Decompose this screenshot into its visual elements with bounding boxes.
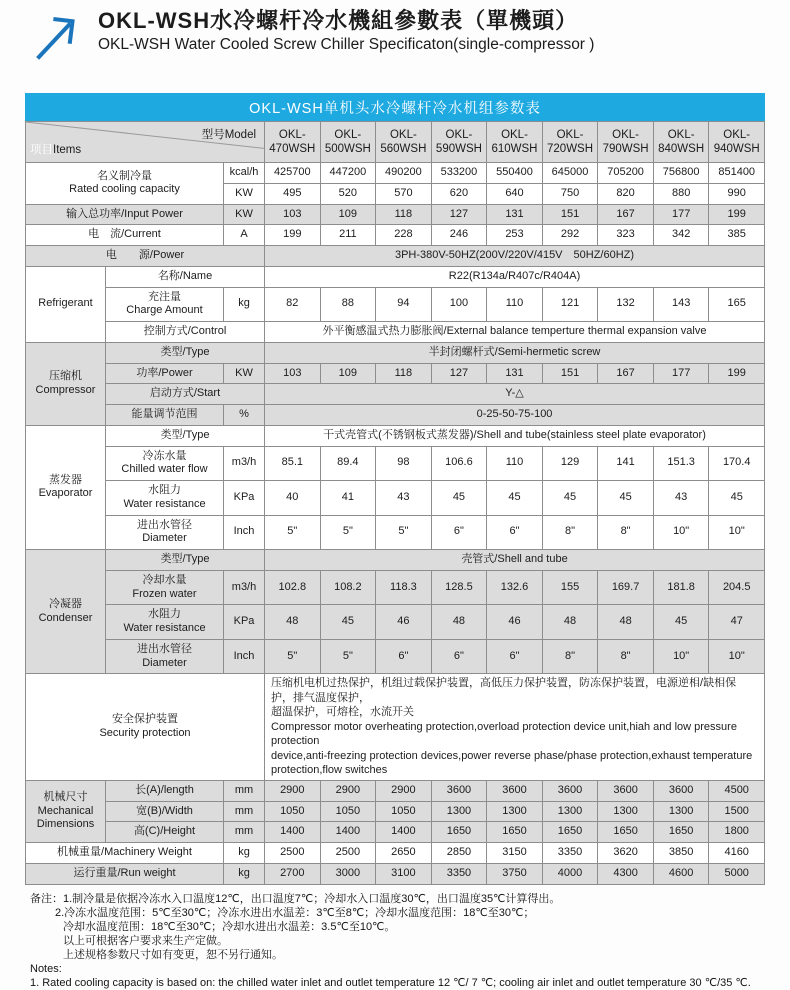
value-cell: 167 (598, 204, 654, 225)
row-label: 机械重量/Machinery Weight (26, 843, 224, 864)
value-cell: 5" (376, 515, 432, 550)
value-cell: 6" (431, 515, 487, 550)
value-cell: 106.6 (431, 446, 487, 481)
table-row (26, 801, 765, 822)
merged-value-cell: Y-△ (265, 384, 765, 405)
model-column-header: OKL- 940WSH (709, 122, 765, 163)
row-label: 类型/Type (106, 425, 265, 446)
value-cell: 43 (376, 481, 432, 516)
page-header (32, 8, 790, 62)
value-cell: 3600 (598, 780, 654, 801)
table-row (26, 446, 765, 481)
value-cell: 45 (653, 605, 709, 640)
value-cell: 165 (709, 287, 765, 322)
value-cell: 45 (487, 481, 543, 516)
value-cell: 990 (709, 183, 765, 204)
section-cell: 冷凝器 Condenser (26, 550, 106, 674)
unit-cell: KW (224, 204, 265, 225)
value-cell: 141 (598, 446, 654, 481)
row-label: 宽(B)/Width (106, 801, 224, 822)
value-cell: 48 (265, 605, 321, 640)
value-cell: 109 (320, 363, 376, 384)
value-cell: 246 (431, 225, 487, 246)
value-cell: 1650 (653, 822, 709, 843)
value-cell: 177 (653, 204, 709, 225)
row-label: 进出水管径 Diameter (106, 515, 224, 550)
value-cell: 1650 (542, 822, 598, 843)
value-cell: 3350 (542, 843, 598, 864)
value-cell: 1650 (598, 822, 654, 843)
table-row (26, 163, 765, 184)
value-cell: 342 (653, 225, 709, 246)
row-label: 水阻力 Water resistance (106, 481, 224, 516)
merged-value-cell: 0-25-50-75-100 (265, 405, 765, 426)
section-cell: 蒸发器 Evaporator (26, 425, 106, 549)
value-cell: 151 (542, 204, 598, 225)
unit-cell: Inch (224, 639, 265, 674)
value-cell: 8" (542, 639, 598, 674)
row-label: 电 流/Current (26, 225, 224, 246)
section-cell: 压缩机 Compressor (26, 342, 106, 425)
value-cell: 533200 (431, 163, 487, 184)
unit-cell: KW (224, 183, 265, 204)
table-row (26, 287, 765, 322)
spec-table (25, 121, 765, 885)
table-row (26, 246, 765, 267)
value-cell: 3850 (653, 843, 709, 864)
value-cell: 10" (709, 515, 765, 550)
note-line: 上述规格参数尺寸如有变更，恕不另行通知。 (63, 948, 283, 961)
value-cell: 3100 (376, 863, 432, 884)
value-cell: 645000 (542, 163, 598, 184)
row-label: 运行重量/Run weight (26, 863, 224, 884)
value-cell: 490200 (376, 163, 432, 184)
value-cell: 2850 (431, 843, 487, 864)
model-column-header: OKL- 470WSH (265, 122, 321, 163)
value-cell: 1300 (542, 801, 598, 822)
row-label: 控制方式/Control (106, 322, 265, 343)
value-cell: 169.7 (598, 570, 654, 605)
unit-cell: % (224, 405, 265, 426)
value-cell: 127 (431, 363, 487, 384)
value-cell: 3350 (431, 863, 487, 884)
value-cell: 46 (376, 605, 432, 640)
table-row (26, 266, 765, 287)
merged-value-cell: 压缩机电机过热保护，机组过载保护装置，高低压力保护装置，防冻保护装置，电源逆相/缺相保护，排气温度保护， 超温保护，可熔栓，水流开关 Compressor motor overheating protection,overload protection device unit,hiah and low pressure protection device,anti-freezing protection devices,power reverse phase/phase protection,exhaust temperature protection,flow switches (265, 674, 765, 781)
value-cell: 110 (487, 287, 543, 322)
table-row (26, 384, 765, 405)
value-cell: 4300 (598, 863, 654, 884)
value-cell: 45 (598, 481, 654, 516)
value-cell: 110 (487, 446, 543, 481)
value-cell: 48 (542, 605, 598, 640)
row-label: 长(A)/length (106, 780, 224, 801)
value-cell: 2700 (265, 863, 321, 884)
unit-cell: Inch (224, 515, 265, 550)
value-cell: 5" (265, 515, 321, 550)
value-cell: 10" (709, 639, 765, 674)
value-cell: 85.1 (265, 446, 321, 481)
value-cell: 705200 (598, 163, 654, 184)
unit-cell: KPa (224, 605, 265, 640)
value-cell: 89.4 (320, 446, 376, 481)
value-cell: 199 (709, 363, 765, 384)
row-label: 功率/Power (106, 363, 224, 384)
value-cell: 46 (487, 605, 543, 640)
note-line: 备注：1.制冷量是依据冷冻水入口温度12℃，出口温度7℃；冷却水入口温度30℃，出口温度35℃计算得出。 (30, 892, 561, 905)
row-label: 充注量 Charge Amount (106, 287, 224, 322)
model-column-header: OKL- 590WSH (431, 122, 487, 163)
row-label: 能量调节范围 (106, 405, 224, 426)
value-cell: 1300 (431, 801, 487, 822)
value-cell: 10" (653, 515, 709, 550)
value-cell: 1650 (431, 822, 487, 843)
value-cell: 41 (320, 481, 376, 516)
value-cell: 47 (709, 605, 765, 640)
value-cell: 5" (320, 515, 376, 550)
page-subtitle: OKL-WSH Water Cooled Screw Chiller Specificaton(single-compressor ) (98, 36, 595, 54)
value-cell: 8" (542, 515, 598, 550)
value-cell: 127 (431, 204, 487, 225)
section-cell: Refrigerant (26, 266, 106, 342)
merged-value-cell: 外平衡感温式热力膨胀阀/External balance temperture thermal expansion valve (265, 322, 765, 343)
value-cell: 851400 (709, 163, 765, 184)
table-row (26, 204, 765, 225)
unit-cell: kg (224, 863, 265, 884)
value-cell: 45 (320, 605, 376, 640)
row-label: 名称/Name (106, 266, 265, 287)
row-label: 水阻力 Water resistance (106, 605, 224, 640)
value-cell: 8" (598, 639, 654, 674)
value-cell: 100 (431, 287, 487, 322)
row-label: 输入总功率/Input Power (26, 204, 224, 225)
value-cell: 3150 (487, 843, 543, 864)
value-cell: 4000 (542, 863, 598, 884)
table-row (26, 515, 765, 550)
value-cell: 6" (487, 515, 543, 550)
value-cell: 253 (487, 225, 543, 246)
value-cell: 5" (320, 639, 376, 674)
value-cell: 155 (542, 570, 598, 605)
value-cell: 48 (598, 605, 654, 640)
value-cell: 2650 (376, 843, 432, 864)
table-row (26, 570, 765, 605)
unit-cell: KPa (224, 481, 265, 516)
value-cell: 199 (265, 225, 321, 246)
items-header-label: 项目Items (30, 143, 82, 156)
row-label: 名义制冷量 Rated cooling capacity (26, 163, 224, 205)
unit-cell: kg (224, 287, 265, 322)
value-cell: 5000 (709, 863, 765, 884)
row-label: 高(C)/Height (106, 822, 224, 843)
value-cell: 756800 (653, 163, 709, 184)
value-cell: 3600 (653, 780, 709, 801)
value-cell: 550400 (487, 163, 543, 184)
value-cell: 5" (265, 639, 321, 674)
value-cell: 228 (376, 225, 432, 246)
value-cell: 1800 (709, 822, 765, 843)
value-cell: 132 (598, 287, 654, 322)
table-row (26, 322, 765, 343)
row-label: 安全保护装置 Security protection (26, 674, 265, 781)
value-cell: 2900 (376, 780, 432, 801)
value-cell: 3000 (320, 863, 376, 884)
note-line: 2.冷冻水温度范围：5℃至30℃；冷冻水进出水温差：3℃至8℃；冷却水温度范围：18℃至30℃； (55, 906, 535, 919)
value-cell: 45 (542, 481, 598, 516)
table-banner: OKL-WSH单机头水冷螺杆冷水机组参数表 (25, 93, 765, 121)
value-cell: 129 (542, 446, 598, 481)
table-row (26, 674, 765, 781)
value-cell: 45 (431, 481, 487, 516)
value-cell: 4500 (709, 780, 765, 801)
unit-cell: kcal/h (224, 163, 265, 184)
merged-value-cell: 3PH-380V-50HZ(200V/220V/415V 50HZ/60HZ) (265, 246, 765, 267)
value-cell: 151.3 (653, 446, 709, 481)
value-cell: 6" (376, 639, 432, 674)
value-cell: 2500 (265, 843, 321, 864)
table-row (26, 225, 765, 246)
title-block (98, 8, 594, 55)
value-cell: 108.2 (320, 570, 376, 605)
value-cell: 94 (376, 287, 432, 322)
value-cell: 131 (487, 363, 543, 384)
value-cell: 151 (542, 363, 598, 384)
value-cell: 143 (653, 287, 709, 322)
value-cell: 98 (376, 446, 432, 481)
value-cell: 211 (320, 225, 376, 246)
table-row (26, 605, 765, 640)
model-column-header: OKL- 720WSH (542, 122, 598, 163)
value-cell: 640 (487, 183, 543, 204)
value-cell: 3600 (431, 780, 487, 801)
model-column-header: OKL- 560WSH (376, 122, 432, 163)
row-label: 电 源/Power (26, 246, 265, 267)
value-cell: 109 (320, 204, 376, 225)
unit-cell: KW (224, 363, 265, 384)
value-cell: 103 (265, 363, 321, 384)
value-cell: 3750 (487, 863, 543, 884)
value-cell: 170.4 (709, 446, 765, 481)
merged-value-cell: 壳管式/Shell and tube (265, 550, 765, 571)
value-cell: 385 (709, 225, 765, 246)
merged-value-cell: R22(R134a/R407c/R404A) (265, 266, 765, 287)
value-cell: 121 (542, 287, 598, 322)
section-cell: 机械尺寸 Mechanical Dimensions (26, 780, 106, 842)
value-cell: 3600 (487, 780, 543, 801)
unit-cell: kg (224, 843, 265, 864)
merged-value-cell: 干式壳管式(不锈钢板式蒸发器)/Shell and tube(stainless steel plate evaporator) (265, 425, 765, 446)
note-line: 冷却水温度范围：18℃至30℃；冷却水进出水温差：3.5℃至10℃。 (63, 920, 396, 933)
value-cell: 181.8 (653, 570, 709, 605)
table-row (26, 822, 765, 843)
row-label: 启动方式/Start (106, 384, 265, 405)
value-cell: 3620 (598, 843, 654, 864)
model-column-header: OKL- 790WSH (598, 122, 654, 163)
value-cell: 323 (598, 225, 654, 246)
value-cell: 1050 (320, 801, 376, 822)
table-row (26, 780, 765, 801)
value-cell: 6" (431, 639, 487, 674)
row-label: 冷冻水量 Chilled water flow (106, 446, 224, 481)
value-cell: 750 (542, 183, 598, 204)
up-right-arrow-icon (32, 12, 86, 62)
table-row (26, 481, 765, 516)
note-line: 1. Rated cooling capacity is based on: the chilled water inlet and outlet temperature 12 ℃/ 7 ℃; cooling air inlet and outlet temperature 30 ℃/35 ℃. (30, 976, 751, 989)
table-row (26, 342, 765, 363)
value-cell: 131 (487, 204, 543, 225)
value-cell: 128.5 (431, 570, 487, 605)
unit-cell: mm (224, 822, 265, 843)
value-cell: 10" (653, 639, 709, 674)
value-cell: 495 (265, 183, 321, 204)
value-cell: 2900 (320, 780, 376, 801)
value-cell: 1050 (376, 801, 432, 822)
model-column-header: OKL- 610WSH (487, 122, 543, 163)
value-cell: 6" (487, 639, 543, 674)
row-label: 类型/Type (106, 550, 265, 571)
value-cell: 48 (431, 605, 487, 640)
model-header-label: 型号Model (201, 129, 257, 141)
table-header-row (26, 122, 765, 163)
table-row (26, 639, 765, 674)
value-cell: 204.5 (709, 570, 765, 605)
note-line: 以上可根据客户要求来生产定做。 (63, 934, 228, 947)
value-cell: 1500 (709, 801, 765, 822)
value-cell: 82 (265, 287, 321, 322)
merged-value-cell: 半封闭螺杆式/Semi-hermetic screw (265, 342, 765, 363)
value-cell: 199 (709, 204, 765, 225)
row-label: 进出水管径 Diameter (106, 639, 224, 674)
value-cell: 2500 (320, 843, 376, 864)
row-label: 类型/Type (106, 342, 265, 363)
value-cell: 102.8 (265, 570, 321, 605)
value-cell: 167 (598, 363, 654, 384)
value-cell: 4600 (653, 863, 709, 884)
unit-cell: m3/h (224, 570, 265, 605)
table-row (26, 550, 765, 571)
value-cell: 1300 (598, 801, 654, 822)
page-title: OKL-WSH水冷螺杆冷水機組參數表（單機頭） (98, 8, 579, 33)
value-cell: 1400 (376, 822, 432, 843)
value-cell: 1650 (487, 822, 543, 843)
value-cell: 447200 (320, 163, 376, 184)
unit-cell: A (224, 225, 265, 246)
corner-cell (26, 122, 265, 163)
value-cell: 292 (542, 225, 598, 246)
value-cell: 520 (320, 183, 376, 204)
value-cell: 88 (320, 287, 376, 322)
value-cell: 2900 (265, 780, 321, 801)
value-cell: 177 (653, 363, 709, 384)
value-cell: 820 (598, 183, 654, 204)
value-cell: 880 (653, 183, 709, 204)
value-cell: 118.3 (376, 570, 432, 605)
table-row (26, 425, 765, 446)
value-cell: 43 (653, 481, 709, 516)
value-cell: 103 (265, 204, 321, 225)
value-cell: 8" (598, 515, 654, 550)
value-cell: 40 (265, 481, 321, 516)
table-row (26, 405, 765, 426)
model-column-header: OKL- 840WSH (653, 122, 709, 163)
value-cell: 3600 (542, 780, 598, 801)
value-cell: 1400 (265, 822, 321, 843)
value-cell: 4160 (709, 843, 765, 864)
unit-cell: mm (224, 801, 265, 822)
table-row (26, 843, 765, 864)
value-cell: 1400 (320, 822, 376, 843)
value-cell: 1050 (265, 801, 321, 822)
value-cell: 132.6 (487, 570, 543, 605)
table-row (26, 363, 765, 384)
value-cell: 425700 (265, 163, 321, 184)
model-column-header: OKL- 500WSH (320, 122, 376, 163)
value-cell: 1300 (653, 801, 709, 822)
value-cell: 45 (709, 481, 765, 516)
unit-cell: m3/h (224, 446, 265, 481)
note-line: Notes: (30, 962, 62, 975)
value-cell: 1300 (487, 801, 543, 822)
notes (30, 892, 790, 990)
unit-cell: mm (224, 780, 265, 801)
value-cell: 570 (376, 183, 432, 204)
row-label: 冷却水量 Frozen water (106, 570, 224, 605)
value-cell: 118 (376, 204, 432, 225)
value-cell: 620 (431, 183, 487, 204)
value-cell: 118 (376, 363, 432, 384)
table-row (26, 863, 765, 884)
